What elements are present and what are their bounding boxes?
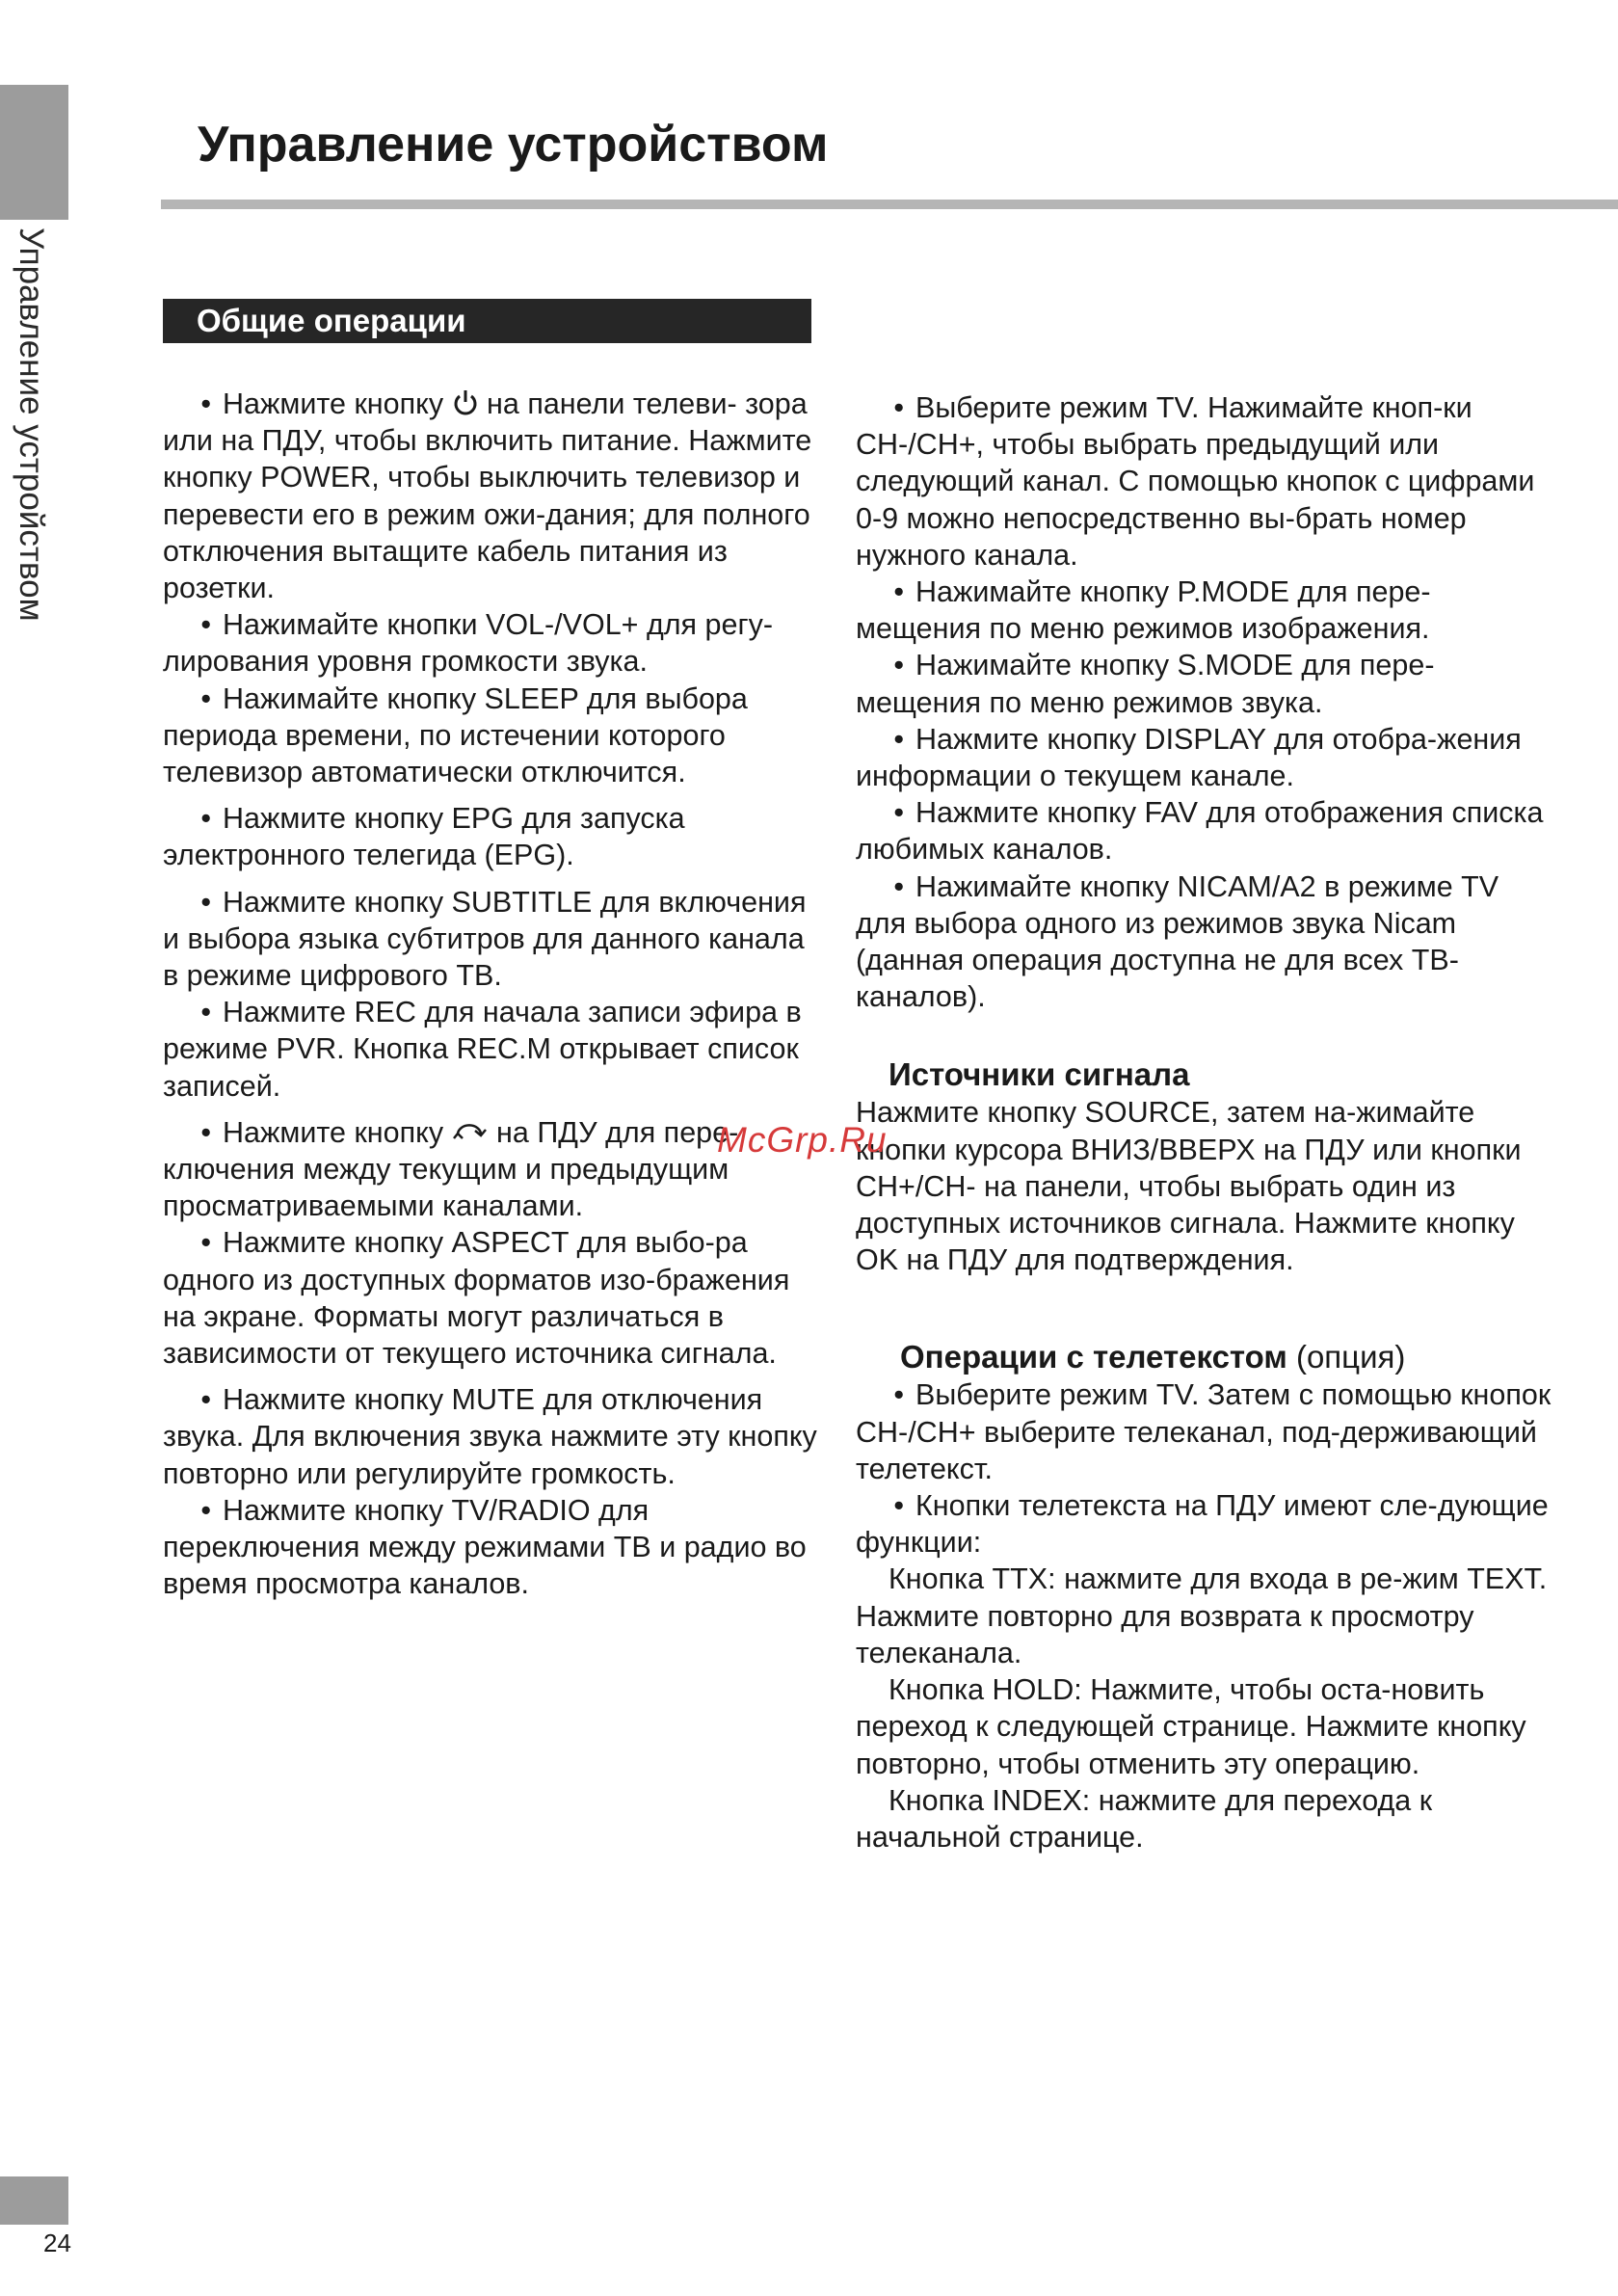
- paragraph-nicam: • Нажимайте кнопку NICAM/A2 в режиме TV для выбора одного из режимов звука Nicam (данная операция доступна не для всех ТВ-каналов).: [856, 869, 1499, 1014]
- paragraph-epg: • Нажмите кнопку EPG для запуска электронного телегида (EPG).: [163, 802, 685, 872]
- paragraph-subtitle: • Нажмите кнопку SUBTITLE для включения и выбора языка субтитров для данного канала в режиме цифрового ТВ.: [163, 885, 807, 993]
- paragraph-teletext-select: • Выберите режим TV. Затем с помощью кнопок CH-/CH+ выберите телеканал, под-держивающий телетекст.: [856, 1378, 1552, 1485]
- bullet: •: [200, 681, 211, 715]
- paragraph-index: Кнопка INDEX: нажмите для перехода к начальной странице.: [856, 1783, 1433, 1854]
- bullet: •: [893, 869, 904, 903]
- bullet: •: [200, 885, 211, 919]
- return-icon: [452, 1119, 489, 1146]
- paragraph-sleep: • Нажимайте кнопку SLEEP для выбора периода времени, по истечении которого телевизор автоматически отключится.: [163, 681, 748, 789]
- paragraph-teletext-buttons: • Кнопки телетекста на ПДУ имеют сле-дующие функции:: [856, 1489, 1549, 1560]
- section-heading: Общие операции: [163, 299, 811, 343]
- bullet: •: [893, 796, 904, 830]
- paragraph-volume: • Нажимайте кнопки VOL-/VOL+ для регу-лирования уровня громкости звука.: [163, 608, 773, 679]
- power-icon: [452, 388, 479, 417]
- paragraph-aspect: • Нажмите кнопку ASPECT для выбо-ра одного из доступных форматов изо-бражения на экране. Форматы могут различаться в зависимости от текущего источника сигнала.: [163, 1226, 790, 1371]
- bullet: •: [200, 387, 211, 420]
- title-rule: [161, 200, 1618, 209]
- right-column: [856, 389, 1552, 1855]
- page-title: Управление устройством: [198, 117, 829, 173]
- page-number: 24: [43, 2229, 71, 2257]
- side-label: Управление устройством: [13, 227, 50, 622]
- paragraph-sources: Нажмите кнопку SOURCE, затем на-жимайте кнопки курсора ВНИЗ/ВВЕРХ на ПДУ или кнопки CH+/CH- на панели, чтобы выбрать один из доступных источников сигнала. Нажмите кнопку OK на ПДУ для подтверждения.: [856, 1096, 1522, 1277]
- bullet: •: [200, 1493, 211, 1527]
- page-tab: [0, 2176, 68, 2225]
- paragraph-return: • Нажмите кнопку на ПДУ для пере-ключения между текущим и предыдущим просматриваемыми каналами.: [163, 1115, 739, 1223]
- paragraph-ttx: Кнопка TTX: нажмите для входа в ре-жим TEXT. Нажмите повторно для возврата к просмотру телеканала.: [856, 1562, 1548, 1669]
- bullet: •: [200, 1383, 211, 1417]
- paragraph-smode: • Нажимайте кнопку S.MODE для пере-мещения по меню режимов звука.: [856, 649, 1435, 719]
- bullet: •: [893, 649, 904, 682]
- bullet: •: [893, 1378, 904, 1412]
- bullet: •: [893, 722, 904, 756]
- bullet: •: [200, 1115, 211, 1149]
- bullet: •: [200, 608, 211, 642]
- paragraph-channels: • Выберите режим TV. Нажимайте кноп-ки CH-/CH+, чтобы выбрать предыдущий или следующий канал. С помощью кнопок с цифрами 0-9 можно непосредственно вы-брать номер нужного канала.: [856, 391, 1535, 572]
- side-tab: [0, 85, 68, 220]
- paragraph-power: • Нажмите кнопку на панели телеви- зора или на ПДУ, чтобы включить питание. Нажмите кнопку POWER, чтобы выключить телевизор и перевести его в режим ожи-дания; для полного отключения вытащите кабель питания из розетки.: [163, 387, 812, 605]
- watermark: McGrp.Ru: [717, 1120, 888, 1160]
- teletext-heading: Операции с телетекстом (опция): [900, 1339, 1406, 1375]
- left-column: [163, 386, 818, 1603]
- bullet: •: [893, 391, 904, 424]
- bullet: •: [200, 1226, 211, 1260]
- bullet: •: [200, 802, 211, 836]
- paragraph-pmode: • Нажимайте кнопку P.MODE для пере-мещения по меню режимов изображения.: [856, 575, 1431, 646]
- paragraph-display: • Нажмите кнопку DISPLAY для отобра-жения информации о текущем канале.: [856, 722, 1522, 793]
- paragraph-rec: • Нажмите REC для начала записи эфира в режиме PVR. Кнопка REC.M открывает список записей.: [163, 996, 802, 1103]
- bullet: •: [893, 575, 904, 609]
- bullet: •: [200, 996, 211, 1029]
- paragraph-fav: • Нажмите кнопку FAV для отображения списка любимых каналов.: [856, 796, 1544, 867]
- paragraph-hold: Кнопка HOLD: Нажмите, чтобы оста-новить переход к следующей странице. Нажмите кнопку повторно, чтобы отменить эту операцию.: [856, 1673, 1526, 1780]
- bullet: •: [893, 1489, 904, 1523]
- paragraph-mute: • Нажмите кнопку MUTE для отключения звука. Для включения звука нажмите эту кнопку повторно или регулируйте громкость.: [163, 1383, 817, 1490]
- sources-heading: Источники сигнала: [889, 1056, 1190, 1093]
- paragraph-tv-radio: • Нажмите кнопку TV/RADIO для переключения между режимами ТВ и радио во время просмотра каналов.: [163, 1493, 807, 1601]
